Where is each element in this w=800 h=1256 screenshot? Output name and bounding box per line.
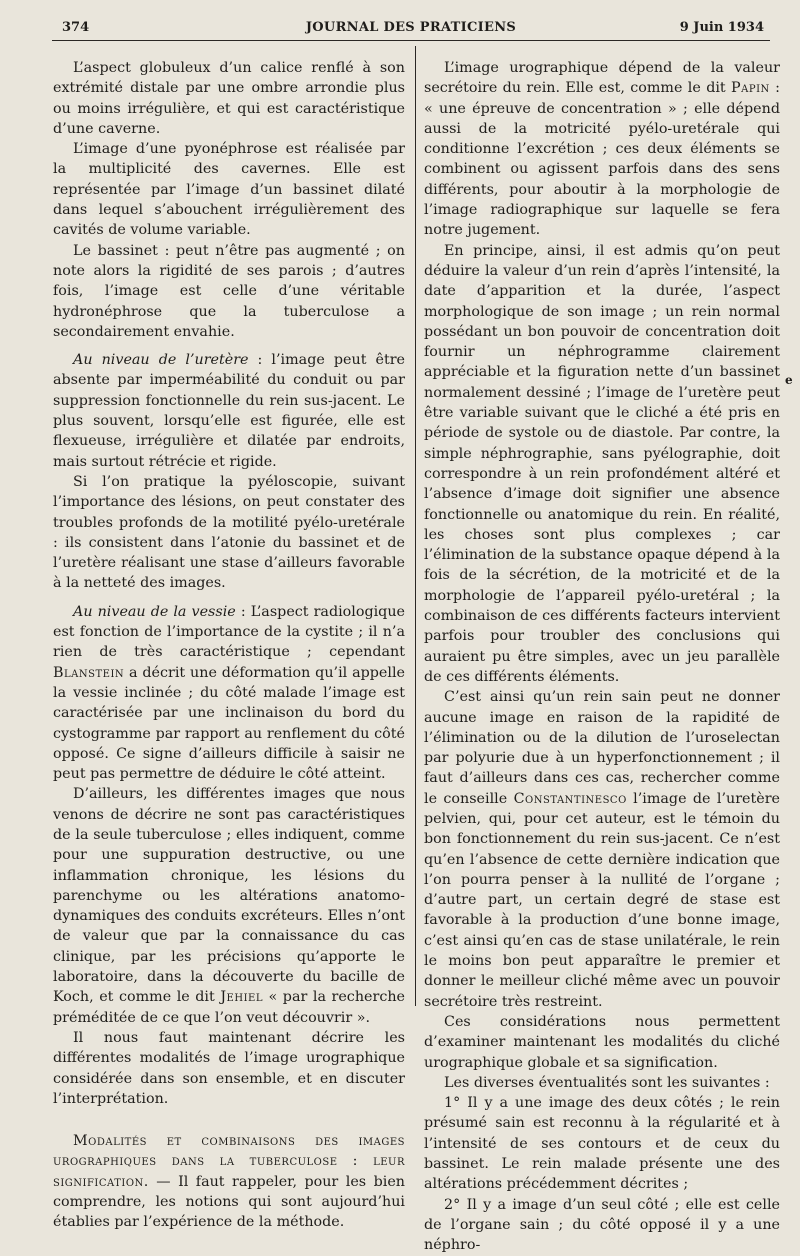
paragraph: 2° Il y a image d’un seul côté ; elle est celle de l’organe sain ; du côté opposé il y a une néphro- xyxy=(424,1196,780,1254)
running-header xyxy=(52,18,770,38)
margin-mark: e xyxy=(785,373,793,387)
paragraph: Le bassinet : peut n’être pas augmenté ; on note alors la rigidité de ses parois ; d’autres fois, l’image est celle d’une véritable hydronéphrose que la tuberculose a secondairement envahie. xyxy=(53,242,405,340)
paragraph: L’aspect globuleux d’un calice renflé à son extrémité distale par une ombre arrondie plus ou moins irrégulière, et qui est caractéristique d’une caverne. xyxy=(53,60,405,137)
header-rule xyxy=(52,40,770,41)
paragraph: Les diverses éventualités sont les suivantes : xyxy=(444,1074,770,1091)
paragraph: Il nous faut maintenant décrire les différentes modalités de l’image urographique considérée dans son ensemble, et en discuter l’interprétation. xyxy=(53,1029,405,1107)
section-heading: Modalités et combinaisons des images urographiques dans la tuberculose : leur signification. xyxy=(53,1133,405,1190)
journal-title: JOURNAL DES PRATICIENS xyxy=(305,20,517,35)
author-name: Blanstein xyxy=(53,664,125,681)
author-name: Papin xyxy=(731,80,770,97)
left-column xyxy=(53,58,405,1233)
paragraph: Ces considérations nous permettent d’examiner maintenant les modalités du cliché urographique globale et sa signification. xyxy=(424,1013,780,1071)
page-number: 374 xyxy=(62,20,90,35)
paragraph: En principe, ainsi, il est admis qu’on peut déduire la valeur d’un rein d’après l’intensité, la date d’apparition et la durée, l’aspect morphologique de son image ; un rein normal possédant un bon pouvoir de concentration doit fournir un néphrogramme clairement appréciable et la figuration nette d’un bassinet normalement dessiné ; l’image de l’uretère peut être variable suivant que le cliché a été pris en période de systole ou de diastole. Par contre, la simple néphrographie, sans pyélographie, doit correspondre à un rein profondément altéré et l’absence d’image doit signifier une absence fonctionnelle ou anatomique du rein. En réalité, les choses sont plus complexes ; car l’élimination de la substance opaque dépend à la fois de la sécrétion, de la motricité et de la morphologie de l’appareil pyélo-uretéral ; la combinaison de ces différents facteurs intervient parfois pour troubler des conclusions qui auraient pu être simples, avec un jeu parallèle de ces différents éléments. xyxy=(424,242,780,685)
section-label-vessie: Au niveau de la vessie xyxy=(73,603,236,620)
column-divider xyxy=(415,46,416,1006)
paragraph: 1° Il y a une image des deux côtés ; le rein présumé sain est reconnu à la régularité et à l’intensité de ses contours et de ceux du bassinet. Le rein malade présente une des altérations précédemment décrites ; xyxy=(424,1095,780,1193)
right-column xyxy=(424,58,780,1256)
author-name: Jehiel xyxy=(220,989,263,1006)
paragraph: C’est ainsi qu’un rein sain peut ne donner aucune image en raison de la rapidité de l’élimination ou de la dilution de l’uroselectan par polyurie due à un hyperfonctionnement ; il faut d’ailleurs dans ces cas, rechercher comme le conseille Constantinesco l’image de l’uretère pelvien, qui, pour cet auteur, est le témoin du bon fonctionnement du rein sus-jacent. Ce n’est qu’en l’absence de cette dernière indication que l’on pourra penser à la nullité de l’organe ; d’autre part, un certain degré de stase est favorable à la production d’une bonne image, c’est ainsi qu’en cas de stase unilatérale, le rein le moins bon peut apparaître le premier et donner le meilleur cliché même avec un pouvoir secrétoire très restreint. xyxy=(424,689,780,1010)
paragraph: L’image urographique dépend de la valeur secrétoire du rein. Elle est, comme le dit Papin : « une épreuve de concentration » ; elle dépend aussi de la motricité pyélo-uretérale qui conditionne l’excrétion ; ces deux éléments se combinent ou agissent parfois dans des sens différents, pour aboutir à la morphologie de l’image radiographique sur laquelle se fera notre jugement. xyxy=(424,60,780,239)
paragraph: L’image d’une pyonéphrose est réalisée par la multiplicité des cavernes. Elle est représentée par l’image d’un bassinet dilaté dans lequel s’abouchent irrégulièrement des cavités de volume variable. xyxy=(53,141,405,239)
paragraph-vessie: Au niveau de la vessie : L’aspect radiologique est fonction de l’importance de la cystite ; il n’a rien de très caractéristique ; cependant Blanstein a décrit une déformation qu’il appelle la vessie inclinée ; du côté malade l’image est caractérisée par une inclinaison du bord du cystogramme par rapport au renflement du côté opposé. Ce signe d’ailleurs difficile à saisir ne peut pas permettre de déduire le côté atteint. xyxy=(53,603,406,783)
issue-date: 9 Juin 1934 xyxy=(679,20,764,35)
section-label-ureter: Au niveau de l’uretère xyxy=(73,352,249,369)
paragraph-ureter: Au niveau de l’uretère : l’image peut être absente par imperméabilité du conduit ou par suppression fonctionnelle du rein sus-jacent. Le plus souvent, lorsqu’elle est figurée, elle est flexueuse, irrégulière et dilatée par endroits, mais surtout rétrécie et rigide. xyxy=(53,352,405,470)
paragraph: D’ailleurs, les différentes images que nous venons de décrire ne sont pas caractéristiques de la seule tuberculose ; elles indiquent, comme pour une suppuration destructive, ou une inflammation chronique, les lésions du parenchyme ou les altérations anatomo-dynamiques des conduits excréteurs. Elles n’ont de valeur que par la connaissance du cas clinique, par les précisions qu’apporte le laboratoire, dans la découverte du bacille de Koch, et comme le dit Jehiel « par la recherche préméditée de ce que l’on veut découvrir ». xyxy=(53,786,405,1026)
paragraph-modalites: Modalités et combinaisons des images urographiques dans la tuberculose : leur signification. — Il faut rappeler, pour les bien comprendre, les notions qui sont aujourd’hui établies par l’expérience de la méthode. xyxy=(53,1133,405,1231)
author-name: Constantinesco xyxy=(513,790,627,807)
paragraph: Si l’on pratique la pyéloscopie, suivant l’importance des lésions, on peut constater des troubles profonds de la motilité pyélo-uretérale : ils consistent dans l’atonie du bassinet et de l’uretère réalisant une stase d’ailleurs favorable à la netteté des images. xyxy=(53,473,405,592)
